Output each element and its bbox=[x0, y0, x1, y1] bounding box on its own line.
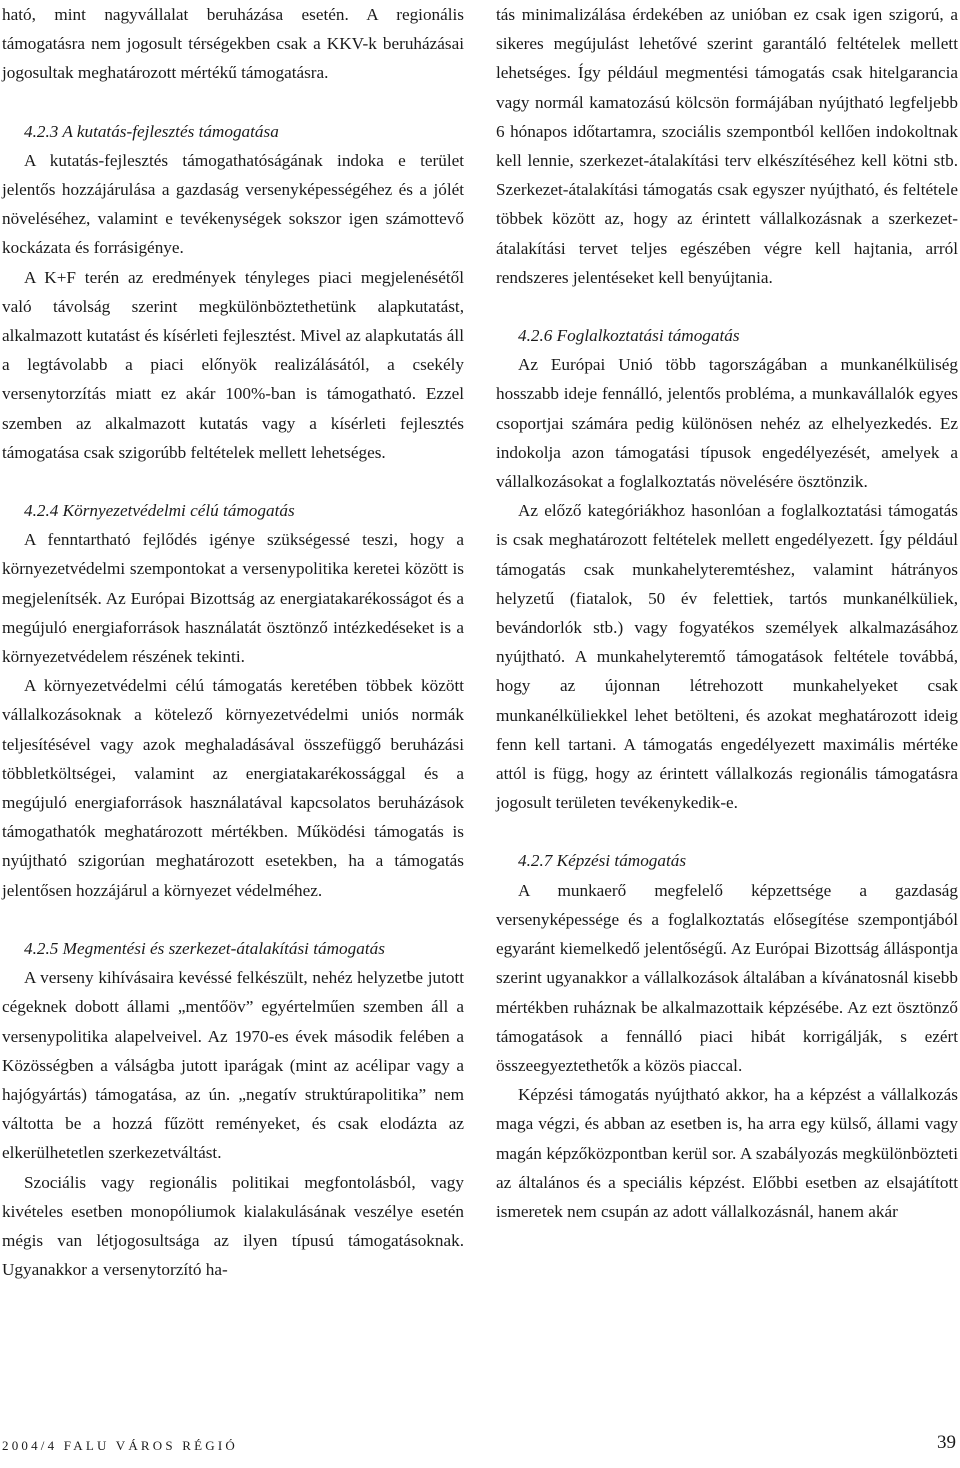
paragraph-427-1: A munkaerő megfelelő képzettsége a gazdaság versenyképessége és a foglalkoztatás elősegítése szempontjából egyaránt kiemelkedő jelentőségű. Az Európai Bizottság álláspontja szerint ugyanakkor a vállalkozások általában a kívánatosnál kisebb mértékben ruháznak be alkalmazottaik képzésébe. Az ezt ösztönző támogatások a fennálló piaci hibát korrigálják, s ezért összeegyeztethetők a közös piaccal. bbox=[496, 880, 958, 1075]
paragraph-427-2: Képzési támogatás nyújtható akkor, ha a képzést a vállalkozás maga végzi, és abban az esetben is, ha arra egy külső, állami vagy magán képzőközpontban kerül sor. A szabályozás megkülönbözteti az általános és a speciális képzést. Előbbi esetben az elsajátított ismeretek nem csupán az adott vállalkozásnál, hanem akár bbox=[496, 1085, 958, 1221]
paragraph-426-1: Az Európai Unió több tagországában a munkanélküliség hosszabb ideje fennálló, jelentős probléma, a munkavállalók egyes csoportjai számára pedig különösen nehéz az elhelyezkedés. Ez indokolja azon támogatási típusok engedélyezését, amelyek a vállalkozásokat a foglalkoztatás növelésére ösztönzik. bbox=[496, 355, 958, 492]
heading-4-2-6: 4.2.6 Foglalkoztatási támogatás bbox=[518, 326, 740, 346]
paragraph-424-2: A környezetvédelmi célú támogatás keretében többek között vállalkozásoknak a kötelező környezetvédelmi uniós normák teljesítésével vagy azok meghaladásával összefüggő beruházási többletköltségei, valamint az energiatakarékossággal és a megújuló energiaforrások használatával kapcsolatos beruházások támogathatók meghatározott mértékben. Működési támogatás is nyújtható szigorúan meghatározott esetekben, ha a támogatás jelentősen hozzájárul a környezet védelméhez. bbox=[2, 676, 464, 900]
heading-4-2-7: 4.2.7 Képzési támogatás bbox=[518, 851, 687, 871]
paragraph-425-1: A verseny kihívásaira kevéssé felkészült, nehéz helyzetbe jutott cégeknek dobott állami „mentőöv” egyértelműen szemben áll a versenypolitika alapelveivel. Az 1970-es évek második felében a Közösségben a válságba jutott iparágak (mint az acélipar vagy a hajógyártás) támogatása, az ún. „negatív struktúrapolitika” nem váltotta be a hozzá fűzött reményeket, és csak elodázta az elkerülhetetlen szerkezetváltást. bbox=[2, 968, 464, 1163]
right-column bbox=[496, 0, 958, 1226]
section-gap bbox=[2, 467, 464, 496]
paragraph-424-1: A fenntartható fejlődés igénye szükségessé teszi, hogy a környezetvédelmi szempontokat a versenypolitika keretei között is megjelenítsék. Az Európai Bizottság az energiatakarékosságot és a megújuló energiaforrások használatát ösztönző intézkedéseket is a környezetvédelem részének tekinti. bbox=[2, 530, 464, 667]
left-column bbox=[2, 0, 464, 1284]
paragraph-continued: ható, mint nagyvállalat beruházása esetén. A regionális támogatásra nem jogosult térségekben csak a KKV-k beruházásai jogosultak meghatározott mértékű támogatásra. bbox=[2, 5, 464, 83]
paragraph-425-2: Szociális vagy regionális politikai megfontolásból, vagy kivételes esetben monopóliumok kialakulásának veszélye esetén mégis van létjogosultsága az ilyen típusú támogatásoknak. Ugyanakkor a versenytorzító ha- bbox=[2, 1172, 464, 1280]
section-gap bbox=[2, 88, 464, 117]
paragraph-426-2: Az előző kategóriákhoz hasonlóan a foglalkoztatási támogatás is csak meghatározott feltételek mellett engedélyezett. Így például támogatás csak munkahelyteremtéshez, valamint hátrányos helyzetű (fiatalok, 50 év felettiek, tartós munkanélküliek, bevándorlók stb.) vagy fogyatékos személyek alkalmazásához nyújtható. A munkahelyteremtő támogatások feltétele továbbá, hogy az újonnan létrehozott munkahelyeket csak munkanélküliekkel lehet betölteni, és azokat meghatározott ideig fenn kell tartani. A támogatás engedélyezett maximális mértéke attól is függ, hogy az érintett vállalkozás regionális támogatásra jogosult területen tevékenykedik-e. bbox=[496, 501, 958, 813]
paragraph-423-2: A K+F terén az eredmények tényleges piaci megjelenésétől való távolság szerint megkülönböztethetünk alapkutatást, alkalmazott kutatást és kísérleti fejlesztést. Mivel az alapkutatás áll a legtávolabb a piaci előnyök realizálásától, a csekély versenytorzítás miatt ez akár 100%-ban is támogatható. Ezzel szemben az alkalmazott kutatás vagy a kísérleti fejlesztés támogatása csak szigorúbb feltételek mellett lehetséges. bbox=[2, 267, 464, 462]
heading-4-2-5: 4.2.5 Megmentési és szerkezet-átalakítási támogatás bbox=[24, 938, 385, 958]
journal-issue-label: 2004/4 FALU VÁROS RÉGIÓ bbox=[2, 1438, 238, 1453]
paragraph-423-1: A kutatás-fejlesztés támogathatóságának indoka e terület jelentős hozzájárulása a gazdaság versenyképességéhez és a jólét növeléséhez, valamint e tevékenységek sokszor igen számottevő kockázata és forrásigénye. bbox=[2, 150, 464, 258]
section-gap bbox=[496, 292, 958, 321]
section-gap bbox=[496, 817, 958, 846]
page-number: 39 bbox=[937, 1432, 956, 1453]
section-gap bbox=[2, 905, 464, 934]
heading-4-2-4: 4.2.4 Környezetvédelmi célú támogatás bbox=[24, 501, 295, 521]
page-footer bbox=[2, 1432, 960, 1460]
paragraph-continued: tás minimalizálása érdekében az unióban ez csak igen szigorú, a sikeres megújulást lehetővé szerint garantáló feltételek mellett lehetséges. Így például megmentési támogatás csak hitelgarancia vagy normál kamatozású kölcsön formájában nyújtható legfeljebb 6 hónapos időtartamra, szociális szempontból kellően indokoltnak kell lennie, szerkezet-átalakítási terv elkészítéséhez kell kötni stb. Szerkezet-átalakítási támogatás csak egyszer nyújtható, és feltétele többek között az, hogy az érintett vállalkozásnak a szerkezet-átalakítási tervet teljes egészében végre kell hajtania, arról rendszeres jelentéseket kell benyújtania. bbox=[496, 5, 958, 287]
heading-4-2-3: 4.2.3 A kutatás-fejlesztés támogatása bbox=[24, 121, 279, 141]
